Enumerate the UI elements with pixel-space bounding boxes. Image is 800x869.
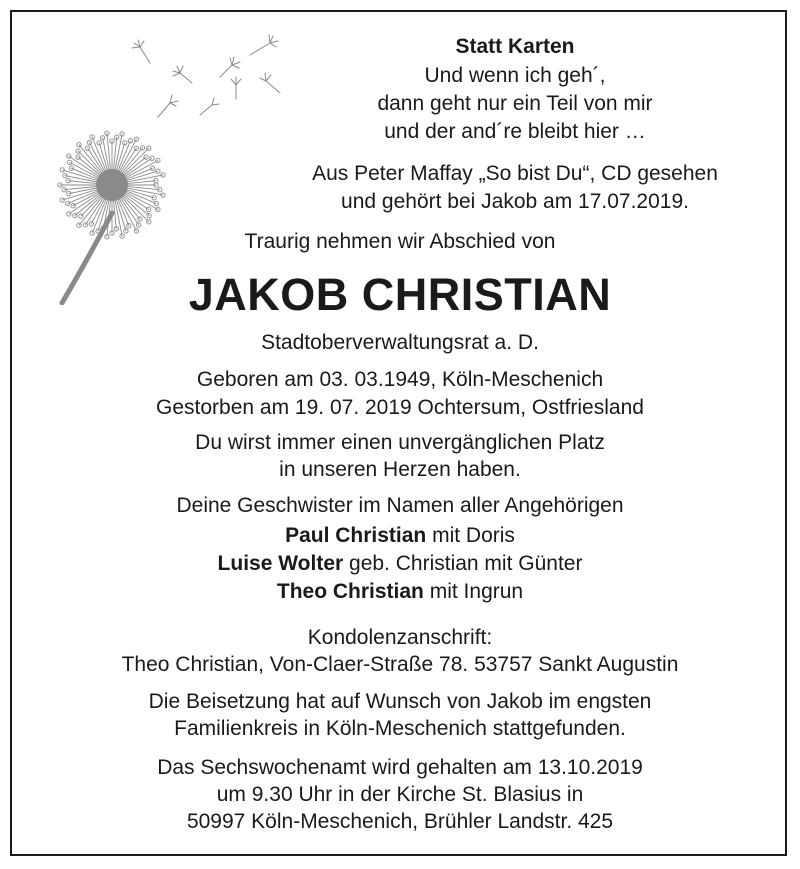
poem-source-line: Aus Peter Maffay „So bist Du“, CD gesehen xyxy=(312,162,718,185)
mass-line: um 9.30 Uhr in der Kirche St. Blasius in xyxy=(216,783,584,806)
deceased-name: JAKOB CHRISTIAN xyxy=(188,269,612,320)
mass-line: Das Sechswochenamt wird gehalten am 13.10.2019 xyxy=(157,756,643,779)
family-member-name: Paul Christian xyxy=(285,524,427,547)
family-member-detail: geb. Christian mit Günter xyxy=(343,552,583,575)
mass-line: 50997 Köln-Meschenich, Brühler Landstr. 425 xyxy=(186,810,614,833)
birth-date: Geboren am 03. 03.1949, Köln-Meschenich xyxy=(196,368,604,391)
family-member xyxy=(0,579,800,605)
family-member xyxy=(0,523,800,549)
family-member-detail: mit Ingrun xyxy=(423,580,524,603)
family-member-name: Luise Wolter xyxy=(217,552,344,575)
statt-karten-heading: Statt Karten xyxy=(455,35,575,58)
poem-line: und der and´re bleibt hier … xyxy=(384,120,646,143)
condolence-address: Theo Christian, Von-Claer-Straße 78. 53757 Sankt Augustin xyxy=(121,653,679,676)
condolence-label: Kondolenzanschrift: xyxy=(307,626,493,649)
poem-source-line: und gehört bei Jakob am 17.07.2019. xyxy=(341,190,689,213)
poem-line: dann geht nur ein Teil von mir xyxy=(377,92,653,115)
tribute-line: Du wirst immer einen unvergänglichen Platz xyxy=(195,431,605,454)
burial-line: Die Beisetzung hat auf Wunsch von Jakob im engsten xyxy=(148,690,652,713)
family-member xyxy=(0,551,800,577)
dandelion-center xyxy=(96,169,128,201)
deceased-title: Stadtoberverwaltungsrat a. D. xyxy=(261,331,539,354)
tribute-line: in unseren Herzen haben. xyxy=(279,458,521,481)
family-intro: Deine Geschwister im Namen aller Angehörigen xyxy=(176,494,624,517)
poem-line: Und wenn ich geh´, xyxy=(424,64,606,87)
family-member-name: Theo Christian xyxy=(276,580,424,603)
burial-line: Familienkreis in Köln-Meschenich stattgefunden. xyxy=(174,717,626,740)
death-date: Gestorben am 19. 07. 2019 Ochtersum, Ostfriesland xyxy=(156,396,644,419)
family-member-detail: mit Doris xyxy=(426,524,515,547)
intro-text: Traurig nehmen wir Abschied von xyxy=(244,230,556,253)
